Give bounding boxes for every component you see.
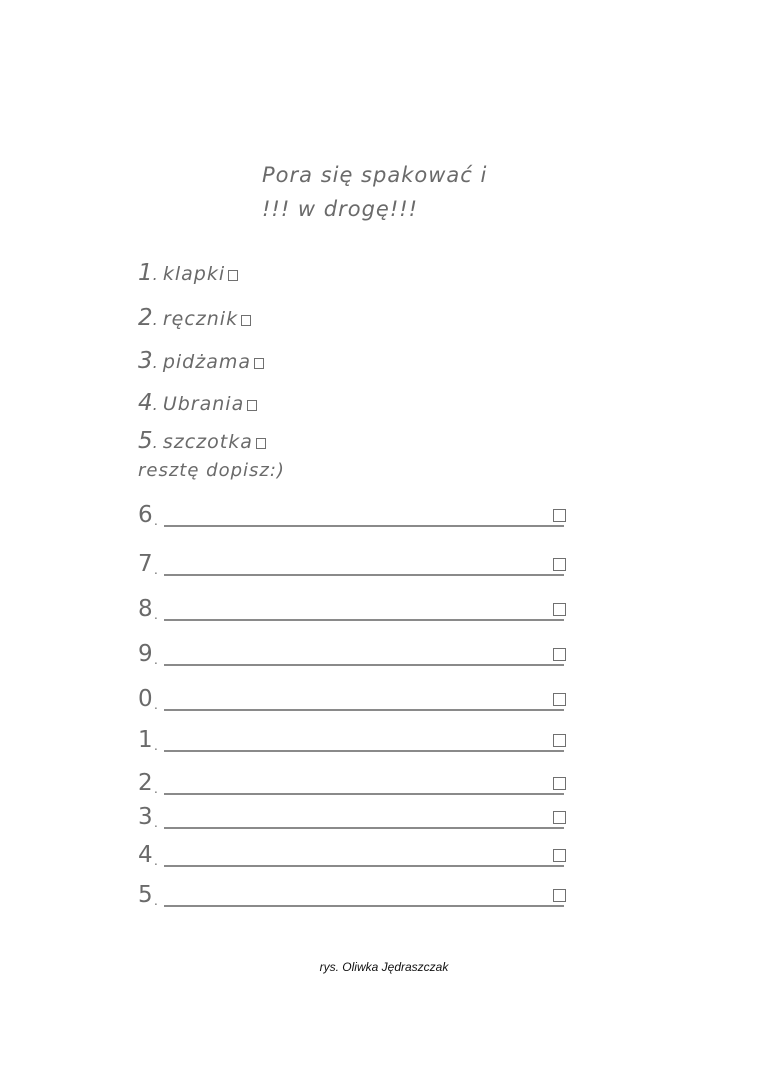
illustration-credit: rys. Oliwka Jędraszczak	[319, 960, 449, 974]
blank-line-row: 1 .	[138, 719, 578, 755]
checkbox[interactable]	[254, 358, 264, 369]
blank-line-row: 3 .	[138, 796, 578, 832]
blank-line-row: 7 .	[138, 543, 578, 579]
line-number: 1	[138, 727, 153, 753]
line-number: 9	[138, 641, 153, 667]
checkbox[interactable]	[553, 777, 566, 790]
item-number: 1	[138, 260, 153, 286]
checkbox[interactable]	[553, 603, 566, 616]
write-in-line[interactable]	[164, 574, 564, 576]
line-number: 2	[138, 770, 153, 796]
list-item: 3. pidżama	[138, 348, 264, 380]
blank-line-row: 8 .	[138, 588, 578, 624]
checkbox[interactable]	[553, 693, 566, 706]
line-number: 4	[138, 842, 153, 868]
checkbox[interactable]	[256, 438, 266, 449]
item-number: 2	[138, 305, 153, 331]
item-number: 5	[138, 428, 153, 454]
item-label: szczotka	[162, 431, 253, 453]
write-in-line[interactable]	[164, 525, 564, 527]
item-number: 3	[138, 348, 153, 374]
checkbox[interactable]	[553, 889, 566, 902]
blank-line-row: 4 .	[138, 834, 578, 870]
item-label: ręcznik	[162, 308, 239, 330]
item-label: klapki	[162, 263, 226, 285]
write-in-line[interactable]	[164, 793, 564, 795]
checkbox[interactable]	[247, 400, 257, 411]
list-item: 5. szczotka	[138, 428, 266, 460]
title-line-1: Pora się spakować i	[262, 163, 488, 187]
note-text: resztę dopisz:)	[138, 460, 285, 481]
write-in-line[interactable]	[164, 827, 564, 829]
item-number: 4	[138, 390, 153, 416]
list-item: 1. klapki	[138, 260, 238, 292]
blank-line-row: 6 .	[138, 494, 578, 530]
write-in-line[interactable]	[164, 750, 564, 752]
title-line-2: !!! w drogę!!!	[262, 197, 419, 221]
blank-line-row: 9 .	[138, 633, 578, 669]
checkbox[interactable]	[553, 811, 566, 824]
list-item: 2. ręcznik	[138, 305, 251, 337]
write-in-line[interactable]	[164, 905, 564, 907]
blank-line-row: 2 .	[138, 762, 578, 798]
checkbox[interactable]	[553, 509, 566, 522]
write-in-line[interactable]	[164, 709, 564, 711]
item-label: pidżama	[162, 351, 251, 373]
checkbox[interactable]	[553, 558, 566, 571]
checkbox[interactable]	[553, 734, 566, 747]
list-item: 4. Ubrania	[138, 390, 257, 422]
blank-line-row: 5 .	[138, 874, 578, 910]
line-number: 3	[138, 804, 153, 830]
write-in-line[interactable]	[164, 664, 564, 666]
page-title	[262, 158, 522, 226]
line-number: 0	[138, 686, 153, 712]
line-number: 7	[138, 551, 153, 577]
line-number: 6	[138, 502, 153, 528]
checkbox[interactable]	[553, 648, 566, 661]
line-number: 8	[138, 596, 153, 622]
line-number: 5	[138, 882, 153, 908]
checkbox[interactable]	[241, 315, 251, 326]
item-label: Ubrania	[162, 393, 245, 415]
checkbox[interactable]	[228, 270, 238, 281]
blank-line-row: 0 .	[138, 678, 578, 714]
write-in-line[interactable]	[164, 619, 564, 621]
write-in-line[interactable]	[164, 865, 564, 867]
checkbox[interactable]	[553, 849, 566, 862]
